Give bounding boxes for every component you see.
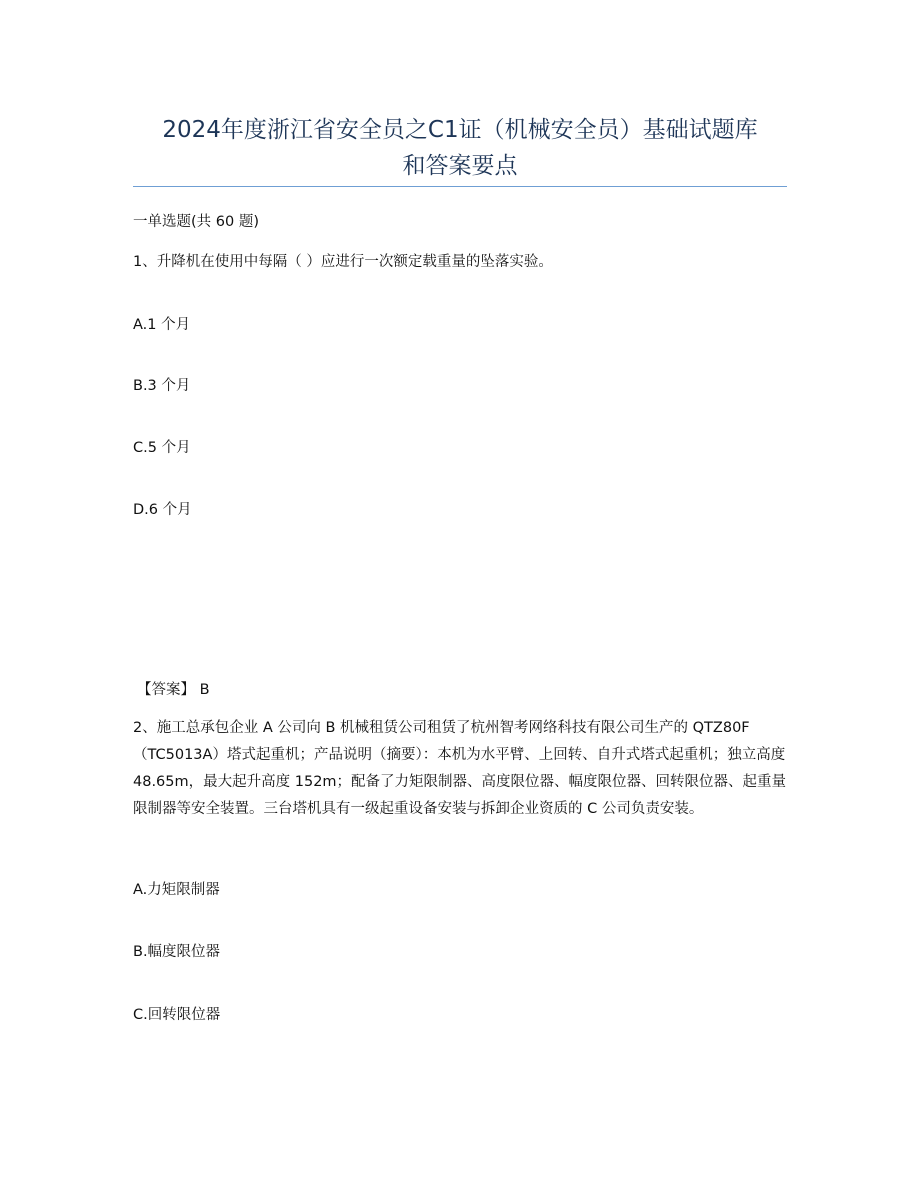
question-1-option-d: D.6 个月 — [133, 502, 192, 518]
document-title-line2: 和答案要点 — [402, 153, 518, 179]
question-2-option-b: B.幅度限位器 — [133, 944, 221, 960]
question-1-text: 1、升降机在使用中每隔（ ）应进行一次额定载重量的坠落实验。 — [133, 254, 553, 270]
title-divider — [133, 186, 787, 187]
question-2-option-c: C.回转限位器 — [133, 1007, 221, 1023]
section-heading: 一单选题(共 60 题) — [133, 214, 259, 230]
question-1-answer: 【答案】 B — [137, 682, 210, 698]
question-2-option-a: A.力矩限制器 — [133, 882, 220, 898]
question-1-option-a: A.1 个月 — [133, 317, 191, 333]
question-1-option-b: B.3 个月 — [133, 378, 191, 394]
document-title-line1: 2024年度浙江省安全员之C1证（机械安全员）基础试题库 — [162, 117, 758, 143]
question-2-text: 2、施工总承包企业 A 公司向 B 机械租赁公司租赁了杭州智考网络科技有限公司生产的 QTZ80F（TC5013A）塔式起重机；产品说明（摘要）：本机为水平臂、上回转、自升式塔式起重机；独立高度 48.65m，最大起升高度 152m；配备了力矩限制器、高度限位器、幅度限位器、回转限位器、起重量限制器等安全装置。三台塔机具有一级起重设备安装与拆卸企业资质的 C 公司负责安装。 — [133, 720, 787, 817]
question-1-option-c: C.5 个月 — [133, 440, 191, 456]
